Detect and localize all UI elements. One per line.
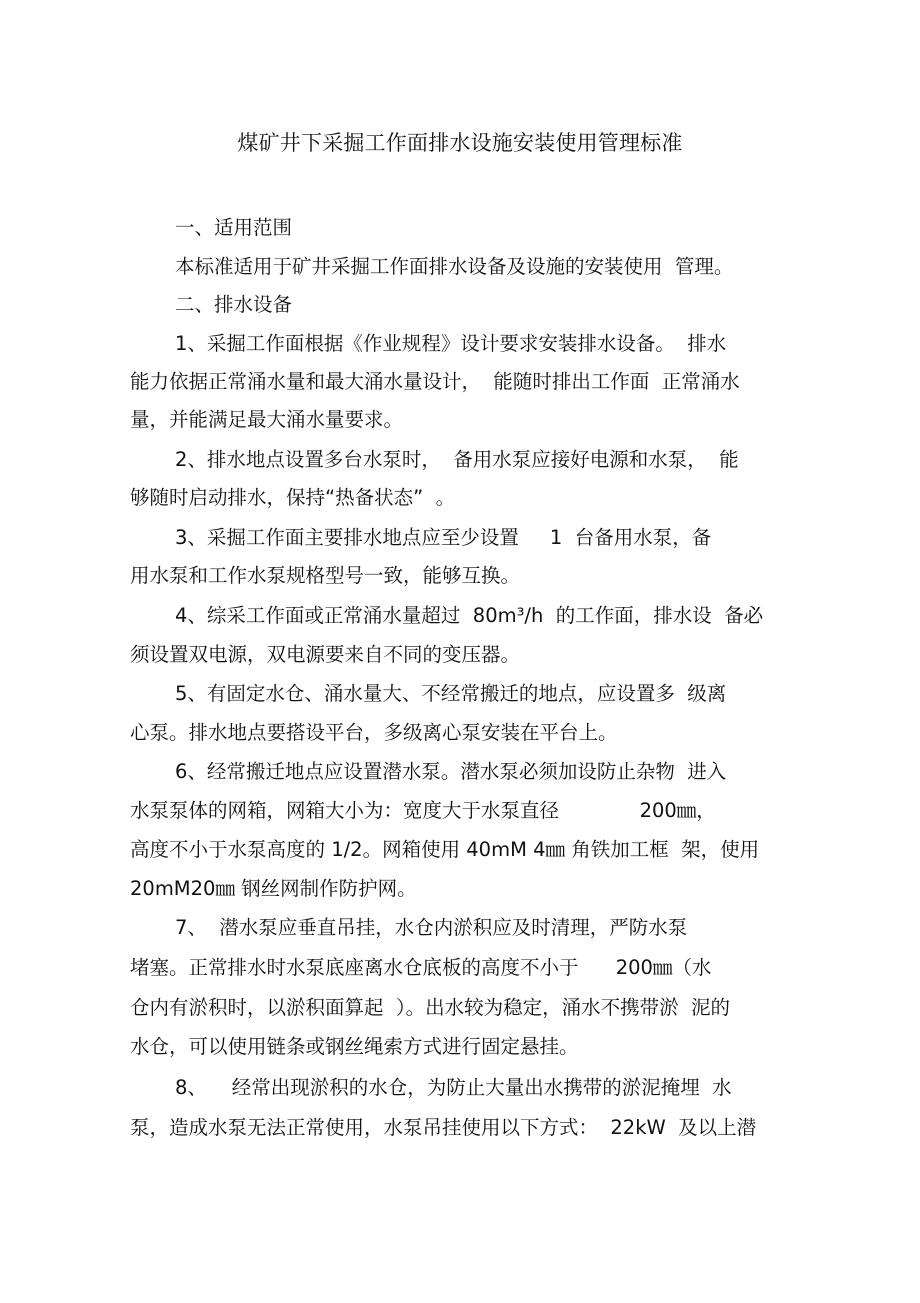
item-7-line-3: 仓内有淤积时，以淤积面算起 ）。出水较为稳定，涌水不携带淤 泥的 bbox=[130, 996, 731, 1019]
item-8-line-1: 8、 经常出现淤积的水仓，为防止大量出水携带的淤泥掩埋 水 bbox=[175, 1076, 732, 1099]
item-8-line-2: 泵，造成水泵无法正常使用，水泵吊挂使用以下方式： 22kW 及以上潜 bbox=[130, 1116, 757, 1139]
section-heading-scope: 一、适用范围 bbox=[175, 216, 293, 239]
scope-paragraph: 本标准适用于矿井采掘工作面排水设备及设施的安装使用 管理。 bbox=[175, 255, 734, 278]
item-7-line-1: 7、 潜水泵应垂直吊挂，水仓内淤积应及时清理，严防水泵 bbox=[175, 916, 688, 939]
item-1-line-1: 1、采掘工作面根据《作业规程》设计要求安装排水设备。 排水 bbox=[175, 332, 727, 355]
item-6-line-1: 6、经常搬迁地点应设置潜水泵。潜水泵必须加设防止杂物 进入 bbox=[175, 760, 727, 783]
item-5-line-2: 心泵。排水地点要搭设平台，多级离心泵安装在平台上。 bbox=[130, 721, 618, 744]
item-3-line-2: 用水泵和工作水泵规格型号一致，能够互换。 bbox=[130, 564, 521, 587]
item-7-line-4: 水仓，可以使用链条或钢丝绳索方式进行固定悬挂。 bbox=[130, 1035, 579, 1058]
item-6-line-4: 20mM20㎜ 钢丝网制作防护网。 bbox=[130, 877, 417, 900]
item-4-line-2: 须设置双电源，双电源要来自不同的变压器。 bbox=[130, 643, 521, 666]
item-6-line-3: 高度不小于水泵高度的 1/2。网箱使用 40mM 4㎜ 角铁加工框 架，使用 bbox=[130, 838, 760, 861]
item-3-line-1: 3、采掘工作面主要排水地点应至少设置 1 台备用水泵，备 bbox=[175, 526, 712, 549]
section-heading-equipment: 二、排水设备 bbox=[175, 293, 293, 316]
item-2-line-1: 2、排水地点设置多台水泵时， 备用水泵应接好电源和水泵， 能 bbox=[175, 448, 739, 471]
item-5-line-1: 5、有固定水仓、涌水量大、不经常搬迁的地点，应设置多 级离 bbox=[175, 682, 727, 705]
item-4-line-1: 4、综采工作面或正常涌水量超过 80m³/h 的工作面，排水设 备必 bbox=[175, 604, 764, 627]
item-6-line-2: 水泵泵体的网箱，网箱大小为：宽度大于水泵直径 200㎜， bbox=[130, 799, 716, 822]
item-7-line-2: 堵塞。正常排水时水泵底座离水仓底板的高度不小于 200㎜（水 bbox=[130, 956, 712, 979]
item-1-line-2: 能力依据正常涌水量和最大涌水量设计， 能随时排出工作面 正常涌水 bbox=[130, 370, 740, 393]
item-2-line-2: 够随时启动排水，保持“热备状态” 。 bbox=[130, 486, 456, 509]
document-title: 煤矿井下采掘工作面排水设施安装使用管理标准 bbox=[237, 131, 683, 155]
item-1-line-3: 量，并能满足最大涌水量要求。 bbox=[130, 408, 404, 431]
